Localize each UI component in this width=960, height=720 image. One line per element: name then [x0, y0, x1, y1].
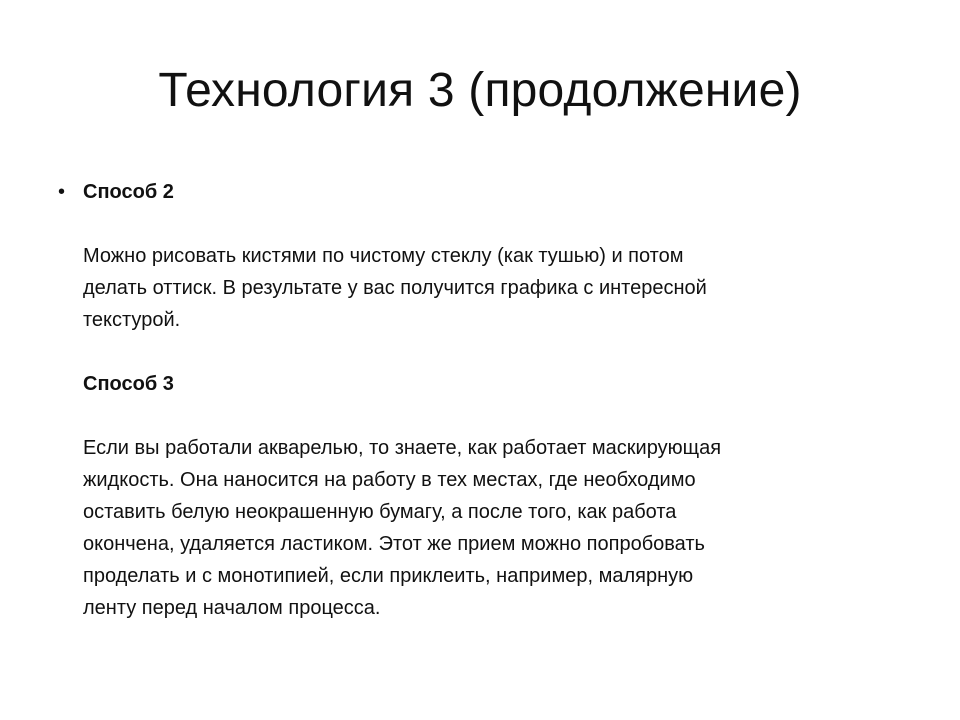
- method-3-title: Способ 3: [83, 373, 174, 395]
- method-2-line: текстурой.: [83, 309, 181, 331]
- method-3-line: окончена, удаляется ластиком. Этот же прием можно попробовать: [83, 533, 705, 555]
- bullet-item: [58, 176, 898, 624]
- spacer: [83, 400, 898, 432]
- method-2-line: делать оттиск. В результате у вас получится графика с интересной: [83, 277, 707, 299]
- method-3-line: ленту перед началом процесса.: [83, 597, 381, 619]
- method-2-line: Можно рисовать кистями по чистому стеклу (как тушью) и потом: [83, 245, 684, 267]
- spacer: [83, 208, 898, 240]
- method-3-line: Если вы работали акварелью, то знаете, как работает маскирующая: [83, 437, 722, 459]
- method-3-line: оставить белую неокрашенную бумагу, а после того, как работа: [83, 501, 677, 523]
- method-3-line: проделать и с монотипией, если приклеить, например, малярную: [83, 565, 694, 587]
- bullet-icon: •: [58, 181, 66, 203]
- method-2-title: Способ 2: [83, 181, 174, 203]
- slide-title: Технология 3 (продолжение): [158, 64, 802, 117]
- method-2-text: [83, 240, 898, 336]
- method-3-line: жидкость. Она наносится на работу в тех местах, где необходимо: [83, 469, 696, 491]
- spacer: [83, 336, 898, 368]
- slide-body: [58, 176, 898, 624]
- method-3-text: [83, 432, 898, 624]
